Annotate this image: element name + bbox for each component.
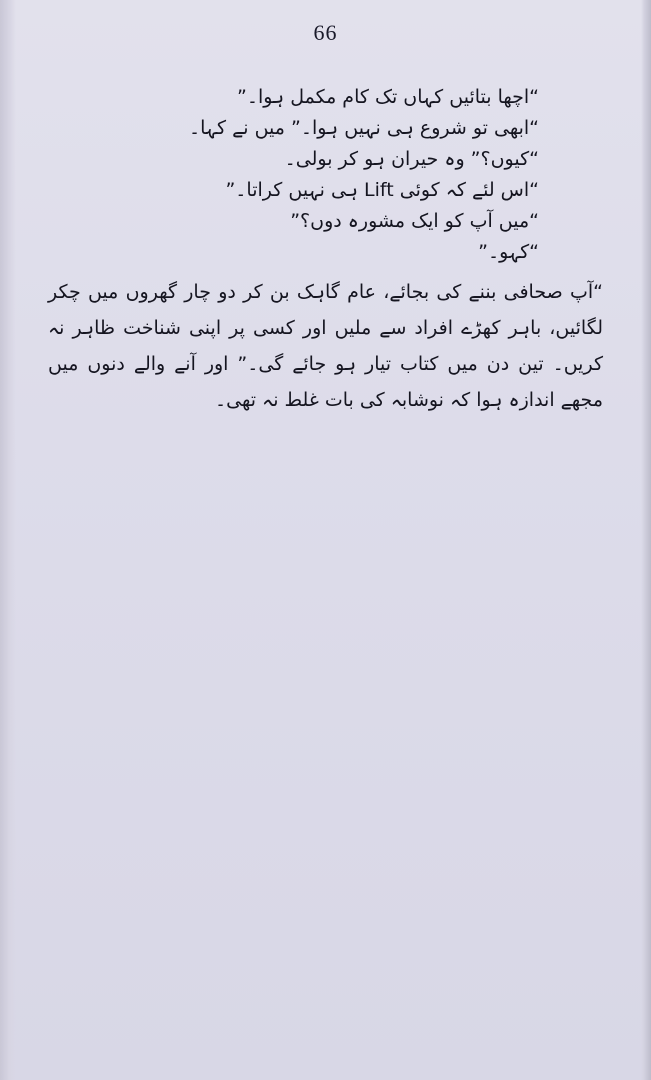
page-edge-left (0, 0, 16, 1080)
dialogue-line: “کیوں؟” وہ حیران ہو کر بولی۔ (284, 148, 539, 170)
dialogue-line: “کہو۔” (478, 241, 539, 263)
body-paragraph: “آپ صحافی بننے کی بجائے، عام گاہک بن کر دو چار گھروں میں چکر لگائیں، باہر کھڑے افراد سے ملیں اور کسی پر اپنی شناخت ظاہر نہ کریں۔ تین دن میں کتاب تیار ہو جائے گی۔” اور آنے والے دنوں میں مجھے اندازہ ہوا کہ نوشابہ کی بات غلط نہ تھی۔ (48, 281, 603, 411)
page-number: 66 (313, 20, 338, 45)
dialogue-line: “اس لئے کہ کوئی Lift ہی نہیں کراتا۔” (225, 179, 539, 201)
dialogue-line: “ابھی تو شروع ہی نہیں ہوا۔” میں نے کہا۔ (188, 117, 539, 139)
page-text (48, 82, 603, 418)
dialogue-line: “اچھا بتائیں کہاں تک کام مکمل ہوا۔” (236, 86, 539, 108)
dialogue-line: “میں آپ کو ایک مشورہ دوں؟” (290, 210, 539, 232)
page-edge-right (641, 0, 651, 1080)
